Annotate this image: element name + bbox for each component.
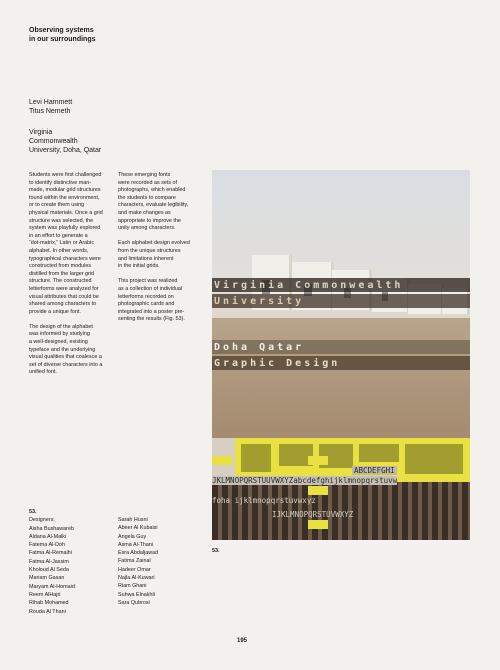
text-line: and limitations inherent: [118, 255, 174, 262]
text-line: These emerging fonts: [118, 172, 171, 178]
text-line: This project was realized: [118, 278, 178, 285]
text-line: letterforms recorded on: [118, 293, 174, 300]
designer-name: Rouda Al Thani: [29, 608, 66, 615]
text-line: unified font.: [29, 369, 57, 376]
body-column-right: [118, 172, 208, 331]
yellow-label: [308, 486, 328, 495]
text-line: visual attributes that could be: [29, 293, 99, 300]
yellow-label: [308, 456, 328, 465]
credits-right: [118, 516, 158, 607]
alphabet-row: foha ijklmnopqrstuvwxyz: [212, 496, 316, 505]
author-list: [29, 98, 72, 116]
text-line: constructed from modules: [29, 263, 92, 270]
designer-name: Fatma Al-Remaihi: [29, 550, 72, 557]
text-line: characters, evaluate legibility,: [118, 202, 189, 209]
text-line: “dot-matrix,” Latin or Arabic: [29, 240, 95, 247]
letter-strip: Virginia Commonwealth: [212, 278, 470, 292]
text-line: from the unique structures: [118, 247, 181, 254]
ground-area: [212, 318, 470, 438]
text-line: or to create them using: [29, 202, 85, 209]
designer-name: Asma Al-Thani: [118, 541, 154, 548]
affiliation-line: Commonwealth: [29, 138, 78, 145]
text-line: photographs, which enabled: [118, 187, 186, 194]
text-line: in an effort to generate a: [29, 232, 88, 239]
text-line: alphabet. In other words,: [29, 247, 89, 254]
designer-name: Suhwa Elnakhli: [118, 591, 155, 598]
designer-name: Fatima Zainal: [118, 558, 151, 565]
designer-name: Najla Al-Kuwari: [118, 575, 155, 582]
article-title: [29, 26, 96, 44]
text-line: provide a unique font.: [29, 308, 81, 315]
designer-name: Hadeer Omar: [118, 566, 151, 573]
alphabet-row: ABCDEFGHI: [354, 466, 395, 475]
text-line: unity among characters.: [118, 225, 176, 232]
title-line: in our surroundings: [29, 36, 96, 43]
designer-name: Reem AlHajri: [29, 591, 61, 598]
text-line: photographic cards and: [118, 301, 175, 308]
text-line: typographical characters were: [29, 255, 101, 262]
designer-name: Abeer Al Kubaisi: [118, 525, 158, 532]
text-line: Each alphabet design evolved: [118, 240, 190, 247]
affiliation-line: University, Doha, Qatar: [29, 147, 102, 154]
text-line: to identify distinctive man-: [29, 179, 92, 186]
text-line: as a collection of individual: [118, 285, 183, 292]
text-line: set of diverse characters into a: [29, 361, 103, 368]
designer-name: Fatema Al-Doh: [29, 542, 65, 549]
designer-name: Sara Qubrosi: [118, 599, 150, 606]
text-line: letterforms were analyzed for: [29, 285, 99, 292]
credits-heading: 53.: [29, 509, 37, 515]
author-name: Levi Hammett: [29, 99, 73, 106]
text-line: was informed by studying: [29, 331, 90, 338]
designer-name: Esra Abdaljawad: [118, 550, 159, 557]
designer-name: Sarah Husni: [118, 517, 148, 523]
body-paragraph: [118, 240, 208, 270]
figure-label: 53.: [212, 548, 220, 554]
text-line: shared among characters to: [29, 301, 97, 308]
text-line: in the initial grids.: [118, 263, 160, 270]
designer-name: Aldana Al-Malki: [29, 533, 67, 540]
text-line: senting the results (Fig. 53).: [118, 316, 185, 323]
text-line: Students were first challenged: [29, 172, 102, 178]
designer-name: Fatma Al-Jassim: [29, 558, 69, 565]
text-line: were recorded as sets of: [118, 179, 178, 186]
text-line: structure. The constructed: [29, 278, 92, 285]
text-line: distilled from the larger grid: [29, 270, 95, 277]
text-line: typeface and the underlying: [29, 346, 96, 353]
text-line: system was playfully explored: [29, 225, 101, 232]
text-line: a well-designed, existing: [29, 339, 88, 346]
letter-strip: Doha Qatar: [212, 340, 470, 354]
text-block: [405, 444, 463, 474]
text-line: the students to compare: [118, 194, 176, 201]
text-line: found within the environment,: [29, 194, 100, 201]
body-column-left: [29, 172, 115, 385]
designer-name: Rihab Mohamed: [29, 600, 69, 607]
alphabet-row: IJKLMNOPQRSTUVWXYZ: [272, 510, 354, 519]
text-line: visual qualities that coalesce a: [29, 354, 102, 361]
text-block: [359, 444, 399, 462]
poster-photograph: [212, 170, 470, 540]
designer-name: Angela Guy: [118, 533, 147, 540]
page-number: 195: [237, 638, 248, 644]
affiliation: [29, 128, 101, 155]
yellow-label: [308, 520, 328, 529]
body-paragraph: [118, 172, 208, 233]
designer-name: Mariam Gasan: [29, 575, 65, 582]
text-line: structure was selected, the: [29, 217, 94, 224]
author-name: Titus Nemeth: [29, 108, 71, 115]
alphabet-row: JKLMNOPQRSTUUVWXYZabcdefghijklmnopqrstuvw: [212, 476, 398, 485]
letter-strip: University: [212, 294, 470, 308]
text-line: made, modular grid structures: [29, 187, 101, 194]
designer-name: Aisha Bushawareb: [29, 525, 74, 532]
text-line: physical materials. Once a grid: [29, 209, 103, 216]
letter-strip: Graphic Design: [212, 356, 470, 370]
title-line: Observing systems: [29, 27, 94, 34]
body-paragraph: [118, 278, 208, 324]
credits-left: [29, 508, 75, 616]
text-block: [241, 444, 271, 472]
text-line: integrated into a poster pre-: [118, 308, 185, 315]
text-line: and make changes as: [118, 209, 171, 216]
designer-name: Maryam Al-Homaid: [29, 583, 75, 590]
affiliation-line: Virginia: [29, 129, 53, 136]
body-paragraph: [29, 324, 115, 377]
yellow-label: [212, 456, 232, 465]
body-paragraph: [29, 172, 115, 316]
text-line: The design of the alphabet: [29, 323, 93, 330]
text-line: appropriate to improve the: [118, 217, 181, 224]
credits-label: Designers:: [29, 517, 55, 524]
designer-name: Riam Ghani: [118, 583, 147, 590]
designer-name: Kholoud Al Seda: [29, 567, 69, 574]
